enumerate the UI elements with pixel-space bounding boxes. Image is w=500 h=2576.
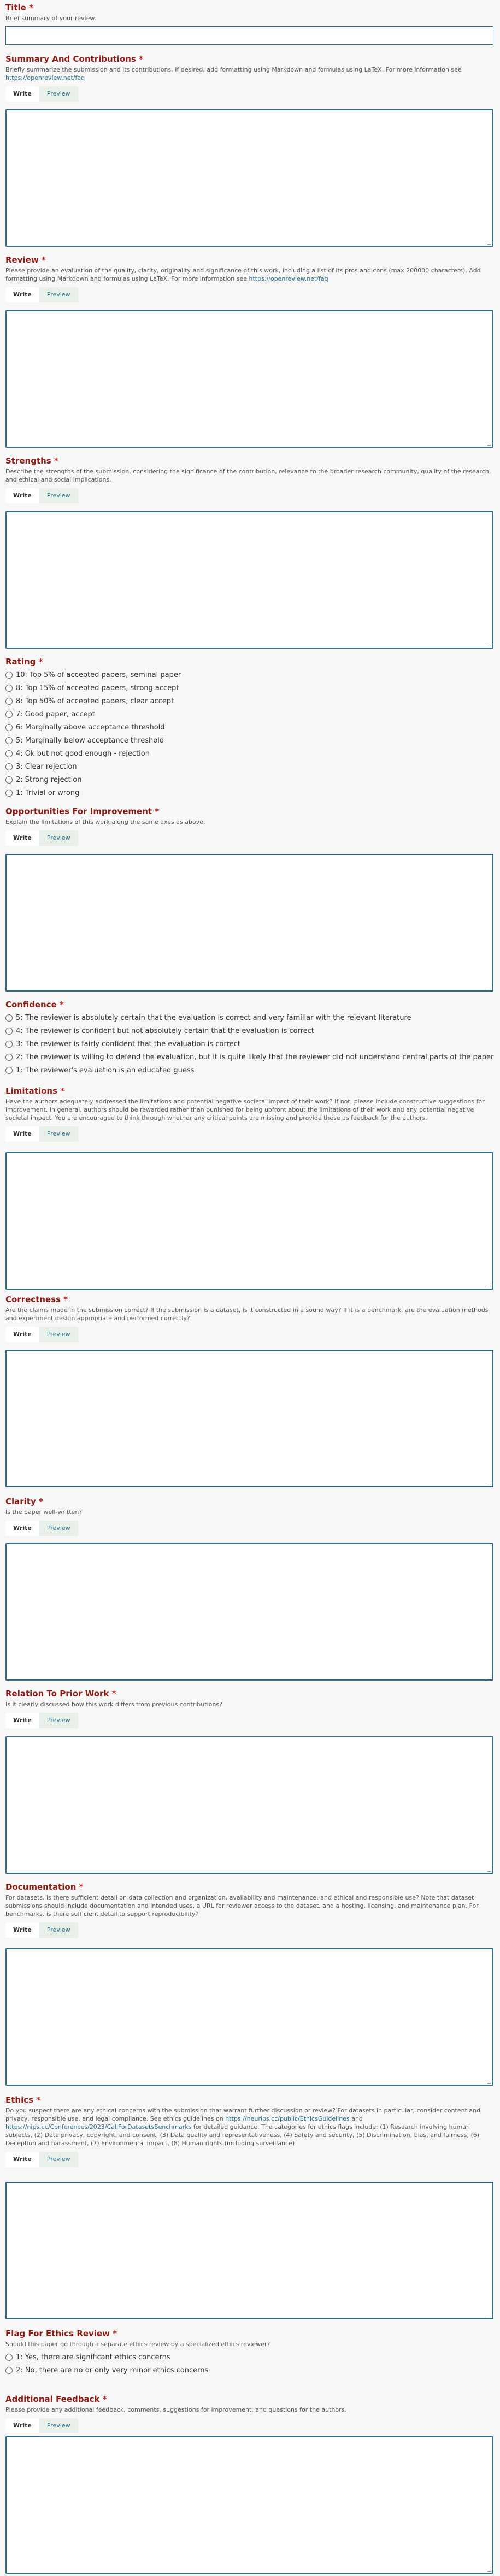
radio-option[interactable] — [5, 1011, 495, 1024]
required-mark: * — [38, 657, 43, 667]
documentation-textarea[interactable] — [5, 1948, 493, 2086]
radio-label: 1: Trivial or wrong — [16, 788, 80, 797]
correctness-desc: Are the claims made in the submission correct? If the submission is a dataset, is it constructed in a sound way? If it is a benchmark, are the evaluation methods and experiment design appropriate and performed correctly? — [5, 1307, 489, 1322]
required-mark: * — [60, 1086, 65, 1096]
feedback-label: Additional Feedback — [5, 2394, 100, 2404]
required-mark: * — [79, 1882, 84, 1892]
radio-option[interactable] — [5, 721, 495, 734]
title-section — [5, 2, 495, 22]
radio-button[interactable] — [5, 1054, 13, 1061]
radio-button[interactable] — [5, 724, 13, 731]
preview-tab[interactable]: Preview — [39, 1126, 78, 1142]
radio-button[interactable] — [5, 750, 13, 757]
confidence-options — [5, 1011, 495, 1077]
radio-button[interactable] — [5, 2354, 13, 2361]
documentation-section — [5, 1881, 495, 1938]
limitations-section — [5, 1085, 495, 1142]
faq-link[interactable]: https://openreview.net/faq — [249, 275, 328, 282]
feedback-section — [5, 2394, 495, 2433]
ethics-guidelines-link[interactable]: https://neurips.cc/public/EthicsGuidelines — [225, 2115, 350, 2122]
required-mark: * — [102, 2394, 107, 2404]
required-mark: * — [36, 2095, 41, 2105]
radio-button[interactable] — [5, 711, 13, 718]
radio-option[interactable] — [5, 1050, 495, 1064]
required-mark: * — [113, 2329, 117, 2338]
radio-button[interactable] — [5, 685, 13, 692]
feedback-desc: Please provide any additional feedback, comments, suggestions for improvement, and questions for the authors. — [5, 2406, 346, 2413]
radio-label: 8: Top 15% of accepted papers, strong accept — [16, 684, 179, 692]
preview-tab[interactable]: Preview — [39, 287, 78, 302]
ethics-desc: and — [351, 2115, 363, 2122]
preview-tab[interactable]: Preview — [39, 488, 78, 503]
clarity-textarea[interactable] — [5, 1543, 493, 1681]
preview-tab[interactable]: Preview — [39, 2152, 78, 2167]
required-mark: * — [41, 255, 46, 265]
write-tab[interactable]: Write — [5, 1521, 39, 1536]
radio-option[interactable] — [5, 1024, 495, 1037]
write-tab[interactable]: Write — [5, 1713, 39, 1728]
ethics-desc: Do you suspect there are any ethical concerns with the submission that warrant further discussion or review? For datasets in particular, consider content and privacy, responsible use, and legal compliance. See ethics guidelines on — [5, 2107, 481, 2122]
required-mark: * — [63, 1295, 68, 1304]
radio-button[interactable] — [5, 776, 13, 784]
review-desc: Please provide an evaluation of the quality, clarity, originality and significance of this work, including a list of its pros and cons (max 200000 characters). Add formatting using Markdown and formulas using LaTeX. For more information see — [5, 267, 481, 282]
radio-option[interactable] — [5, 1064, 495, 1077]
radio-button[interactable] — [5, 2367, 13, 2374]
correctness-textarea[interactable] — [5, 1350, 493, 1487]
radio-option[interactable] — [5, 786, 495, 799]
summary-section — [5, 54, 495, 102]
improvement-textarea[interactable] — [5, 854, 493, 992]
radio-button[interactable] — [5, 737, 13, 744]
radio-label: 2: No, there are no or only very minor ethics concerns — [16, 2366, 209, 2375]
radio-label: 4: Ok but not good enough - rejection — [16, 749, 150, 758]
title-label: Title — [5, 3, 26, 13]
radio-button[interactable] — [5, 763, 13, 770]
rating-options — [5, 668, 495, 799]
radio-button[interactable] — [5, 698, 13, 705]
radio-label: 3: Clear rejection — [16, 762, 77, 771]
write-tab[interactable]: Write — [5, 1126, 39, 1142]
radio-label: 10: Top 5% of accepted papers, seminal paper — [16, 670, 181, 679]
radio-label: 7: Good paper, accept — [16, 710, 95, 719]
confidence-label: Confidence — [5, 1000, 57, 1010]
strengths-desc: Describe the strengths of the submission, considering the significance of the contribution, relevance to the broader research community, quality of the research, and ethical and social implications. — [5, 468, 491, 483]
preview-tab[interactable]: Preview — [39, 1521, 78, 1536]
faq-link[interactable]: https://openreview.net/faq — [5, 74, 85, 81]
ethics-desc: for detailed guidance. The categories for ethics flags include: (1) Research involving human subjects, (2) Data privacy, copyright, and consent, (3) Data quality and representativeness, (4) Safety and security, (5) Discrimination, bias, and fairness, (6) Deception and harassment, (7) Environmental impact, (8) Human rights (including surveillance) — [5, 2123, 480, 2147]
radio-button[interactable] — [5, 790, 13, 797]
radio-label: 6: Marginally above acceptance threshold — [16, 723, 165, 732]
radio-button[interactable] — [5, 1028, 13, 1035]
flag-desc: Should this paper go through a separate ethics review by a specialized ethics reviewer? — [5, 2341, 270, 2348]
write-tab[interactable]: Write — [5, 1922, 39, 1938]
flag-label: Flag For Ethics Review — [5, 2329, 110, 2338]
required-mark: * — [155, 806, 160, 816]
review-label: Review — [5, 255, 39, 265]
prior-textarea[interactable] — [5, 1736, 493, 1874]
preview-tab[interactable]: Preview — [39, 86, 78, 102]
flag-section — [5, 2328, 495, 2377]
rating-label: Rating — [5, 657, 36, 667]
preview-tab[interactable]: Preview — [39, 1713, 78, 1728]
title-desc: Brief summary of your review. — [5, 15, 96, 22]
radio-button[interactable] — [5, 1067, 13, 1074]
rating-section — [5, 656, 495, 799]
radio-label: 1: Yes, there are significant ethics concerns — [16, 2353, 170, 2361]
summary-label: Summary And Contributions — [5, 54, 136, 64]
prior-desc: Is it clearly discussed how this work differs from previous contributions? — [5, 1701, 222, 1708]
ethics-label: Ethics — [5, 2095, 34, 2105]
correctness-section — [5, 1294, 495, 1342]
write-tab[interactable]: Write — [5, 2418, 39, 2433]
strengths-label: Strengths — [5, 456, 51, 466]
radio-button[interactable] — [5, 1014, 13, 1022]
feedback-textarea[interactable] — [5, 2436, 493, 2574]
radio-option[interactable] — [5, 708, 495, 721]
ethics-textarea[interactable] — [5, 2182, 493, 2319]
radio-label: 1: The reviewer's evaluation is an educated guess — [16, 1066, 195, 1075]
required-mark: * — [139, 54, 143, 64]
required-mark: * — [39, 1497, 43, 1506]
radio-label: 5: The reviewer is absolutely certain that the evaluation is correct and very familiar with the relevant literature — [16, 1013, 411, 1022]
clarity-section — [5, 1496, 495, 1536]
radio-option[interactable] — [5, 747, 495, 760]
documentation-desc: For datasets, is there sufficient detail on data collection and organization, availability and maintenance, and ethical and responsible use? Note that dataset submissions should include documentation and intended uses, a URL for reviewer access to the dataset, and a hosting, licensing, and maintenance plan. For benchmarks, is there sufficient detail to support reproducibility? — [5, 1894, 479, 1918]
improvement-desc: Explain the limitations of this work along the same axes as above. — [5, 818, 205, 826]
radio-button[interactable] — [5, 1041, 13, 1048]
clarity-desc: Is the paper well-written? — [5, 1509, 83, 1516]
preview-tab[interactable]: Preview — [39, 830, 78, 846]
improvement-label: Opportunities For Improvement — [5, 806, 152, 816]
radio-label: 3: The reviewer is fairly confident that the evaluation is correct — [16, 1040, 240, 1048]
radio-option[interactable] — [5, 668, 495, 681]
strengths-textarea[interactable] — [5, 511, 493, 649]
required-mark: * — [60, 1000, 64, 1010]
documentation-label: Documentation — [5, 1882, 77, 1892]
clarity-label: Clarity — [5, 1497, 36, 1506]
radio-label: 5: Marginally below acceptance threshold — [16, 736, 164, 745]
limitations-label: Limitations — [5, 1086, 57, 1096]
write-tab[interactable]: Write — [5, 2152, 39, 2167]
title-input[interactable] — [5, 26, 493, 45]
write-tab[interactable]: Write — [5, 830, 39, 846]
write-tab[interactable]: Write — [5, 488, 39, 503]
review-section — [5, 254, 495, 302]
flag-options — [5, 2351, 495, 2377]
summary-desc: Briefly summarize the submission and its contributions. If desired, add formatting using Markdown and formulas using LaTeX. For more information see — [5, 66, 462, 73]
summary-textarea[interactable] — [5, 109, 493, 247]
write-tab[interactable]: Write — [5, 1327, 39, 1342]
strengths-section — [5, 455, 495, 503]
correctness-label: Correctness — [5, 1295, 61, 1304]
ethics-section — [5, 2094, 495, 2167]
radio-option[interactable] — [5, 1037, 495, 1050]
radio-label: 8: Top 50% of accepted papers, clear accept — [16, 697, 174, 705]
write-tab[interactable]: Write — [5, 86, 39, 102]
confidence-section — [5, 999, 495, 1077]
prior-label: Relation To Prior Work — [5, 1689, 109, 1699]
radio-option[interactable] — [5, 681, 495, 695]
required-mark: * — [29, 3, 33, 13]
preview-tab[interactable]: Preview — [39, 1922, 78, 1938]
required-mark: * — [54, 456, 58, 466]
limitations-desc: Have the authors adequately addressed the limitations and potential negative societal impact of their work? If not, please include constructive suggestions for improvement. In general, authors should be rewarded rather than punished for being upfront about the limitations of their work and any potential negative societal impact. You are encouraged to think through whether any critical points are missing and provide these as feedback for the authors. — [5, 1098, 485, 1121]
preview-tab[interactable]: Preview — [39, 1327, 78, 1342]
radio-option[interactable] — [5, 773, 495, 786]
radio-option[interactable] — [5, 2364, 495, 2377]
radio-option[interactable] — [5, 2351, 495, 2364]
radio-label: 4: The reviewer is confident but not absolutely certain that the evaluation is correct — [16, 1026, 314, 1035]
radio-label: 2: Strong rejection — [16, 775, 82, 784]
radio-option[interactable] — [5, 734, 495, 747]
datasets-benchmarks-link[interactable]: https://nips.cc/Conferences/2023/CallForDatasetsBenchmarks — [5, 2123, 192, 2130]
radio-option[interactable] — [5, 695, 495, 708]
required-mark: * — [111, 1689, 116, 1699]
radio-label: 2: The reviewer is willing to defend the evaluation, but it is quite likely that the reviewer did not understand central parts of the paper — [16, 1053, 494, 1061]
radio-option[interactable] — [5, 760, 495, 773]
limitations-textarea[interactable] — [5, 1152, 493, 1290]
improvement-section — [5, 806, 495, 846]
write-tab[interactable]: Write — [5, 287, 39, 302]
prior-section — [5, 1688, 495, 1728]
radio-button[interactable] — [5, 672, 13, 679]
review-textarea[interactable] — [5, 310, 493, 448]
preview-tab[interactable]: Preview — [39, 2418, 78, 2433]
